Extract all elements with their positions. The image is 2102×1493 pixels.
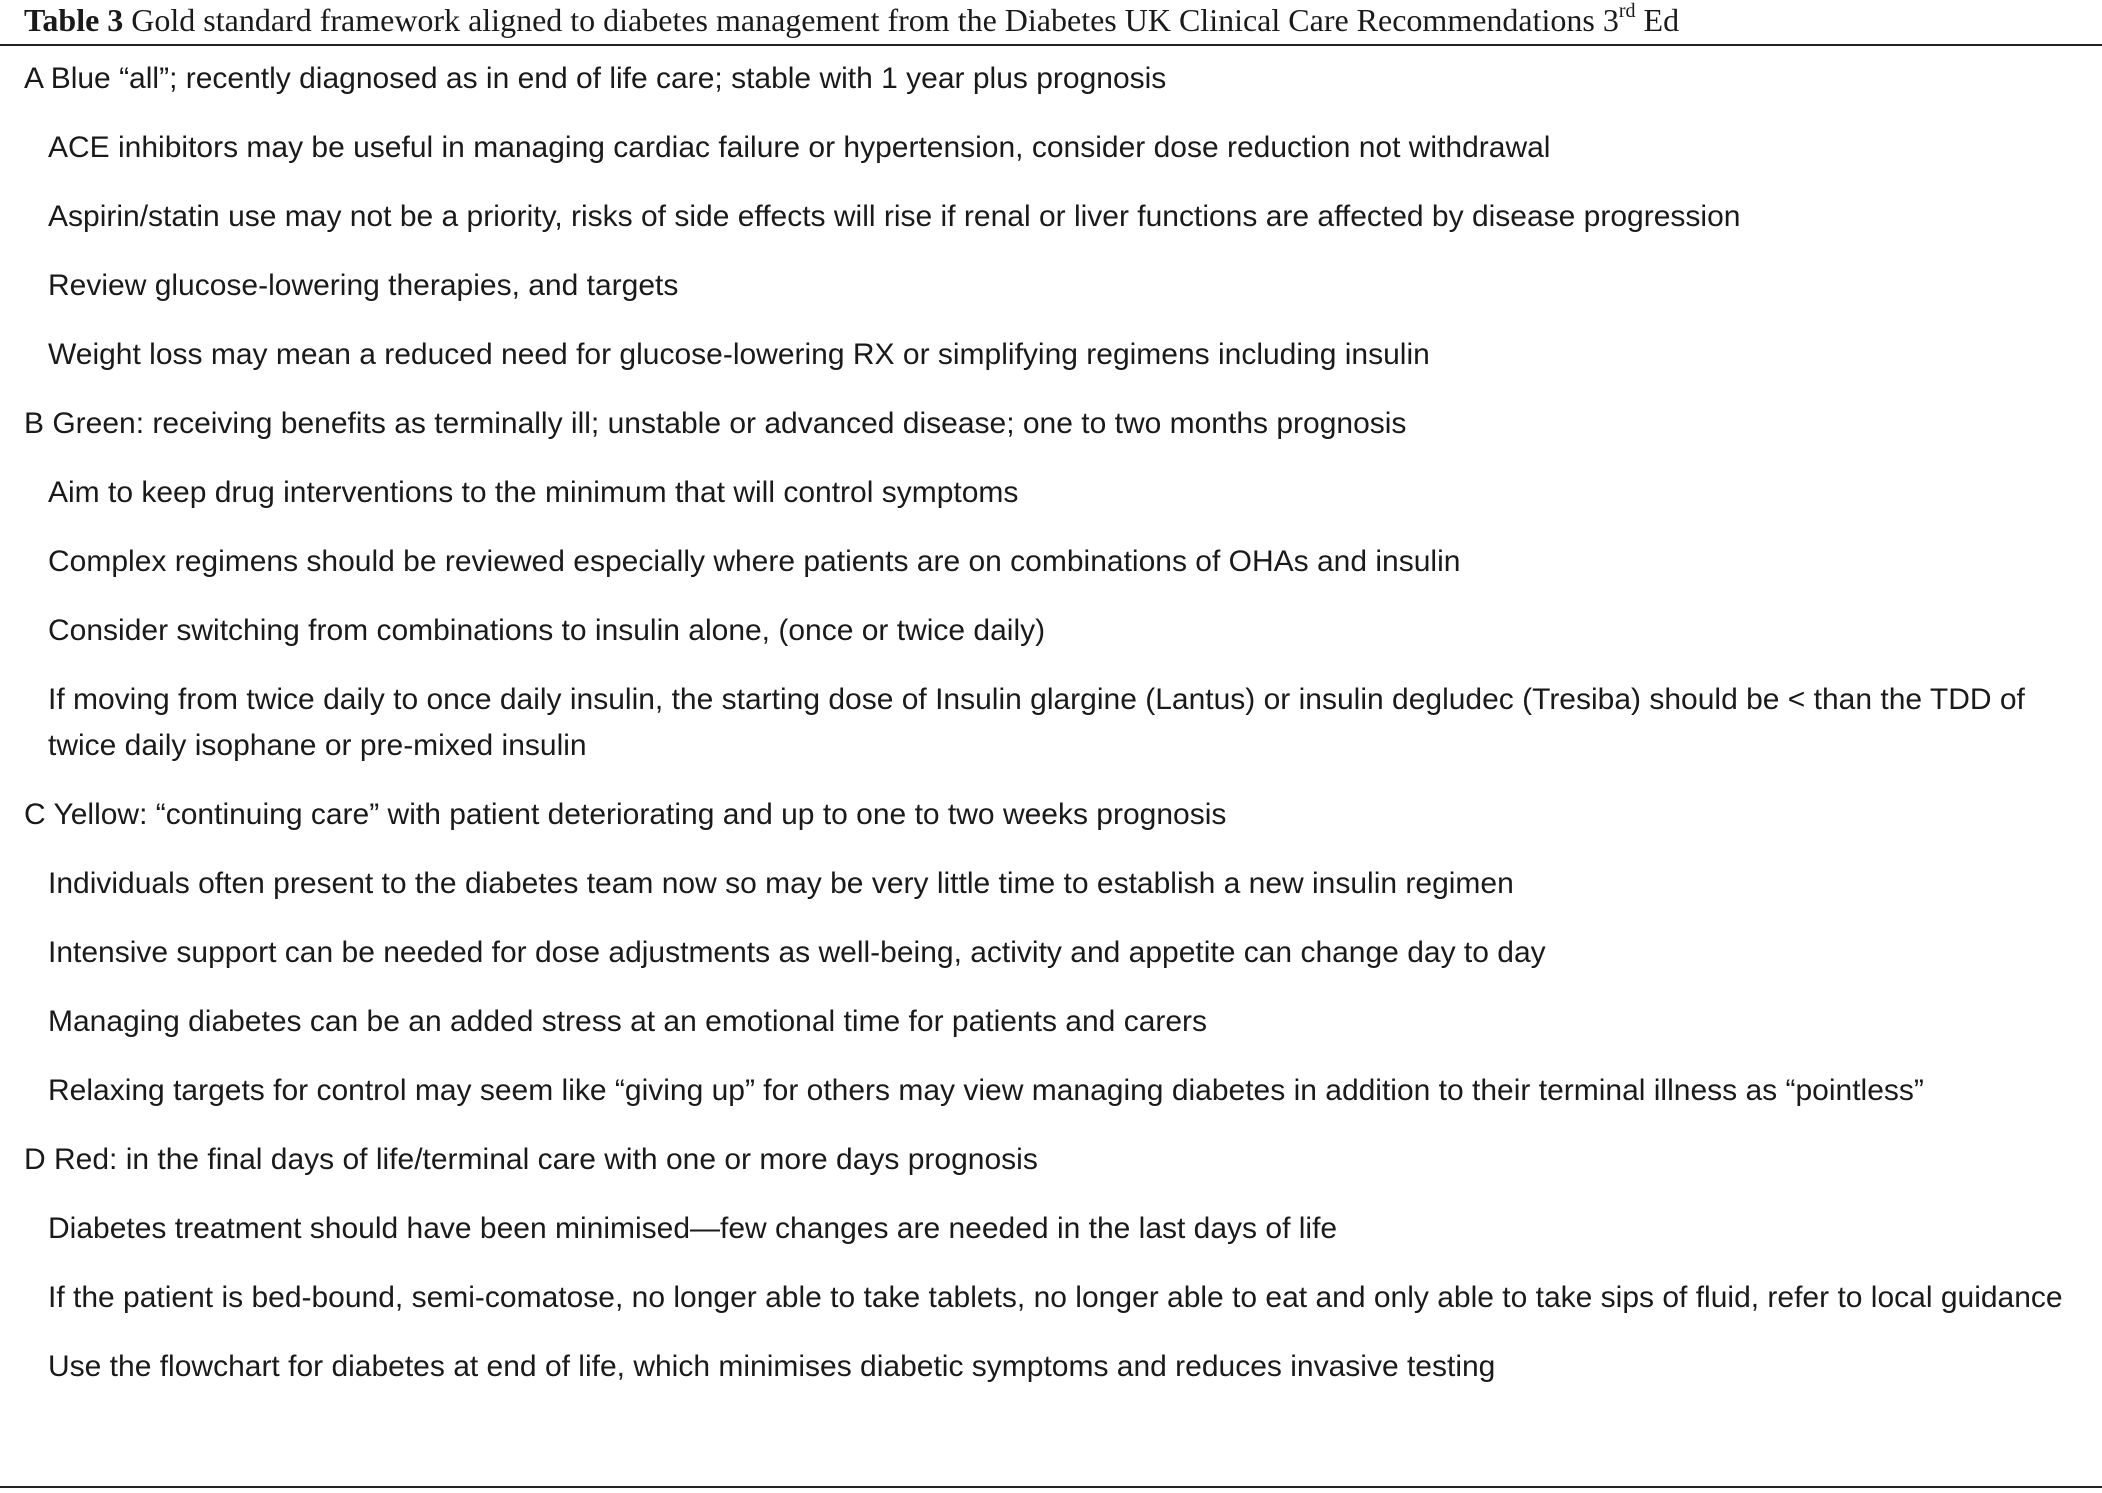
table-title-suffix: Ed xyxy=(1635,2,1680,38)
list-item: Diabetes treatment should have been minimised—few changes are needed in the last days of life xyxy=(48,1212,1338,1245)
section-heading-green: B Green: receiving benefits as terminally ill; unstable or advanced disease; one to two months prognosis xyxy=(24,407,1407,440)
list-item: If the patient is bed-bound, semi-comatose, no longer able to take tablets, no longer able to eat and only able to take sips of fluid, refer to local guidance xyxy=(48,1281,2063,1314)
list-item: Consider switching from combinations to insulin alone, (once or twice daily) xyxy=(48,614,1046,647)
list-item: Relaxing targets for control may seem like “giving up” for others may view managing diabetes in addition to their terminal illness as “pointless” xyxy=(48,1074,1924,1107)
list-item: Aim to keep drug interventions to the minimum that will control symptoms xyxy=(48,476,1019,509)
table-title-superscript: rd xyxy=(1618,0,1636,23)
table-caption xyxy=(0,0,2102,46)
list-item: Use the flowchart for diabetes at end of life, which minimises diabetic symptoms and reduces invasive testing xyxy=(48,1350,1496,1383)
table-title-text: Gold standard framework aligned to diabetes management from the Diabetes UK Clinical Care Recommendations 3 xyxy=(131,2,1619,38)
section-heading-yellow: C Yellow: “continuing care” with patient deteriorating and up to one to two weeks prognosis xyxy=(24,798,1227,831)
section-heading-blue: A Blue “all”; recently diagnosed as in end of life care; stable with 1 year plus prognosis xyxy=(24,62,1167,95)
table-label: Table 3 xyxy=(24,2,124,38)
list-item: Aspirin/statin use may not be a priority, risks of side effects will rise if renal or liver functions are affected by disease progression xyxy=(48,200,1741,233)
table-body xyxy=(0,46,2102,1390)
list-item: If moving from twice daily to once daily insulin, the starting dose of Insulin glargine (Lantus) or insulin degludec (Tresiba) should be < than the TDD of twice daily isophane or pre-mixed insulin xyxy=(48,683,2025,762)
table-bottom-rule xyxy=(0,1486,2102,1488)
table-title xyxy=(131,2,1679,38)
list-item: Individuals often present to the diabetes team now so may be very little time to establish a new insulin regimen xyxy=(48,867,1514,900)
list-item: Managing diabetes can be an added stress at an emotional time for patients and carers xyxy=(48,1005,1208,1038)
list-item: Intensive support can be needed for dose adjustments as well-being, activity and appetite can change day to day xyxy=(48,936,1546,969)
list-item: Complex regimens should be reviewed especially where patients are on combinations of OHAs and insulin xyxy=(48,545,1461,578)
section-heading-red: D Red: in the final days of life/terminal care with one or more days prognosis xyxy=(24,1143,1038,1176)
list-item: Review glucose-lowering therapies, and targets xyxy=(48,269,679,302)
list-item: ACE inhibitors may be useful in managing cardiac failure or hypertension, consider dose reduction not withdrawal xyxy=(48,131,1551,164)
list-item: Weight loss may mean a reduced need for glucose-lowering RX or simplifying regimens including insulin xyxy=(48,338,1430,371)
